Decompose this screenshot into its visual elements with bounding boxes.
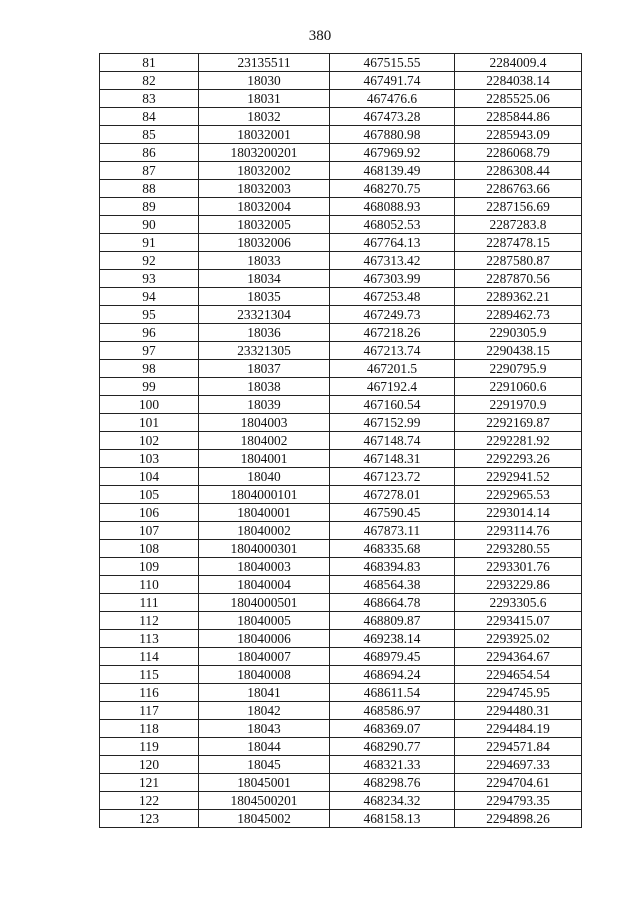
row-number-cell: 121 (100, 774, 199, 792)
point-id-cell: 1804001 (199, 450, 330, 468)
table-row (100, 414, 582, 432)
x-coordinate-cell: 468586.97 (330, 702, 455, 720)
row-number-cell: 98 (100, 360, 199, 378)
point-id-cell: 1804000101 (199, 486, 330, 504)
point-id-cell: 1804500201 (199, 792, 330, 810)
x-coordinate-cell: 467201.5 (330, 360, 455, 378)
point-id-cell: 18032001 (199, 126, 330, 144)
table-body (100, 54, 582, 828)
table-row (100, 702, 582, 720)
row-number-cell: 94 (100, 288, 199, 306)
x-coordinate-cell: 468809.87 (330, 612, 455, 630)
y-coordinate-cell: 2287580.87 (455, 252, 582, 270)
x-coordinate-cell: 468234.32 (330, 792, 455, 810)
table-row (100, 252, 582, 270)
point-id-cell: 18038 (199, 378, 330, 396)
y-coordinate-cell: 2293114.76 (455, 522, 582, 540)
row-number-cell: 113 (100, 630, 199, 648)
row-number-cell: 93 (100, 270, 199, 288)
table-row (100, 72, 582, 90)
x-coordinate-cell: 467249.73 (330, 306, 455, 324)
y-coordinate-cell: 2291060.6 (455, 378, 582, 396)
y-coordinate-cell: 2294745.95 (455, 684, 582, 702)
table-row (100, 198, 582, 216)
x-coordinate-cell: 467590.45 (330, 504, 455, 522)
y-coordinate-cell: 2293229.86 (455, 576, 582, 594)
point-id-cell: 18032 (199, 108, 330, 126)
x-coordinate-cell: 468290.77 (330, 738, 455, 756)
table-row (100, 108, 582, 126)
row-number-cell: 108 (100, 540, 199, 558)
point-id-cell: 18040007 (199, 648, 330, 666)
point-id-cell: 18036 (199, 324, 330, 342)
y-coordinate-cell: 2292169.87 (455, 414, 582, 432)
row-number-cell: 88 (100, 180, 199, 198)
x-coordinate-cell: 467213.74 (330, 342, 455, 360)
row-number-cell: 91 (100, 234, 199, 252)
point-id-cell: 18032002 (199, 162, 330, 180)
point-id-cell: 18042 (199, 702, 330, 720)
y-coordinate-cell: 2285844.86 (455, 108, 582, 126)
x-coordinate-cell: 467253.48 (330, 288, 455, 306)
table-row (100, 324, 582, 342)
table-row (100, 810, 582, 828)
y-coordinate-cell: 2287870.56 (455, 270, 582, 288)
x-coordinate-cell: 469238.14 (330, 630, 455, 648)
y-coordinate-cell: 2294697.33 (455, 756, 582, 774)
x-coordinate-cell: 468979.45 (330, 648, 455, 666)
y-coordinate-cell: 2294793.35 (455, 792, 582, 810)
x-coordinate-cell: 467313.42 (330, 252, 455, 270)
table-row (100, 558, 582, 576)
row-number-cell: 100 (100, 396, 199, 414)
x-coordinate-cell: 468052.53 (330, 216, 455, 234)
row-number-cell: 122 (100, 792, 199, 810)
table-row (100, 54, 582, 72)
point-id-cell: 18032006 (199, 234, 330, 252)
table-row (100, 486, 582, 504)
table-row (100, 666, 582, 684)
point-id-cell: 18040 (199, 468, 330, 486)
table-row (100, 288, 582, 306)
x-coordinate-cell: 468298.76 (330, 774, 455, 792)
point-id-cell: 23321304 (199, 306, 330, 324)
table-row (100, 504, 582, 522)
row-number-cell: 104 (100, 468, 199, 486)
y-coordinate-cell: 2293415.07 (455, 612, 582, 630)
row-number-cell: 101 (100, 414, 199, 432)
table-row (100, 792, 582, 810)
table-row (100, 540, 582, 558)
x-coordinate-cell: 468270.75 (330, 180, 455, 198)
table-row (100, 396, 582, 414)
y-coordinate-cell: 2287478.15 (455, 234, 582, 252)
x-coordinate-cell: 467192.4 (330, 378, 455, 396)
x-coordinate-cell: 468394.83 (330, 558, 455, 576)
x-coordinate-cell: 467152.99 (330, 414, 455, 432)
table-row (100, 126, 582, 144)
y-coordinate-cell: 2294571.84 (455, 738, 582, 756)
y-coordinate-cell: 2291970.9 (455, 396, 582, 414)
row-number-cell: 109 (100, 558, 199, 576)
x-coordinate-cell: 467873.11 (330, 522, 455, 540)
x-coordinate-cell: 467123.72 (330, 468, 455, 486)
y-coordinate-cell: 2289362.21 (455, 288, 582, 306)
y-coordinate-cell: 2285525.06 (455, 90, 582, 108)
x-coordinate-cell: 468335.68 (330, 540, 455, 558)
x-coordinate-cell: 468158.13 (330, 810, 455, 828)
row-number-cell: 82 (100, 72, 199, 90)
y-coordinate-cell: 2292965.53 (455, 486, 582, 504)
point-id-cell: 18041 (199, 684, 330, 702)
x-coordinate-cell: 467764.13 (330, 234, 455, 252)
table-row (100, 630, 582, 648)
y-coordinate-cell: 2294364.67 (455, 648, 582, 666)
point-id-cell: 18040002 (199, 522, 330, 540)
row-number-cell: 102 (100, 432, 199, 450)
y-coordinate-cell: 2284009.4 (455, 54, 582, 72)
row-number-cell: 118 (100, 720, 199, 738)
y-coordinate-cell: 2294480.31 (455, 702, 582, 720)
y-coordinate-cell: 2290438.15 (455, 342, 582, 360)
x-coordinate-cell: 467473.28 (330, 108, 455, 126)
row-number-cell: 103 (100, 450, 199, 468)
table-row (100, 684, 582, 702)
row-number-cell: 89 (100, 198, 199, 216)
y-coordinate-cell: 2294484.19 (455, 720, 582, 738)
row-number-cell: 111 (100, 594, 199, 612)
x-coordinate-cell: 467278.01 (330, 486, 455, 504)
x-coordinate-cell: 468664.78 (330, 594, 455, 612)
row-number-cell: 85 (100, 126, 199, 144)
point-id-cell: 1803200201 (199, 144, 330, 162)
table-row (100, 594, 582, 612)
point-id-cell: 18032005 (199, 216, 330, 234)
table-row (100, 342, 582, 360)
point-id-cell: 18040003 (199, 558, 330, 576)
table-row (100, 612, 582, 630)
point-id-cell: 18033 (199, 252, 330, 270)
table-row (100, 720, 582, 738)
table-row (100, 306, 582, 324)
x-coordinate-cell: 468611.54 (330, 684, 455, 702)
y-coordinate-cell: 2293014.14 (455, 504, 582, 522)
point-id-cell: 18040008 (199, 666, 330, 684)
table-row (100, 432, 582, 450)
table-row (100, 216, 582, 234)
y-coordinate-cell: 2293305.6 (455, 594, 582, 612)
y-coordinate-cell: 2292941.52 (455, 468, 582, 486)
row-number-cell: 87 (100, 162, 199, 180)
x-coordinate-cell: 467476.6 (330, 90, 455, 108)
point-id-cell: 1804002 (199, 432, 330, 450)
x-coordinate-cell: 467160.54 (330, 396, 455, 414)
y-coordinate-cell: 2292293.26 (455, 450, 582, 468)
table-row (100, 234, 582, 252)
row-number-cell: 90 (100, 216, 199, 234)
point-id-cell: 18045002 (199, 810, 330, 828)
point-id-cell: 18034 (199, 270, 330, 288)
point-id-cell: 18040004 (199, 576, 330, 594)
x-coordinate-cell: 467515.55 (330, 54, 455, 72)
y-coordinate-cell: 2287156.69 (455, 198, 582, 216)
y-coordinate-cell: 2290795.9 (455, 360, 582, 378)
y-coordinate-cell: 2293280.55 (455, 540, 582, 558)
y-coordinate-cell: 2293301.76 (455, 558, 582, 576)
row-number-cell: 106 (100, 504, 199, 522)
y-coordinate-cell: 2294898.26 (455, 810, 582, 828)
table-row (100, 162, 582, 180)
y-coordinate-cell: 2294704.61 (455, 774, 582, 792)
point-id-cell: 23135511 (199, 54, 330, 72)
y-coordinate-cell: 2287283.8 (455, 216, 582, 234)
y-coordinate-cell: 2286763.66 (455, 180, 582, 198)
point-id-cell: 18035 (199, 288, 330, 306)
y-coordinate-cell: 2294654.54 (455, 666, 582, 684)
row-number-cell: 115 (100, 666, 199, 684)
x-coordinate-cell: 468694.24 (330, 666, 455, 684)
table-row (100, 144, 582, 162)
point-id-cell: 18045001 (199, 774, 330, 792)
point-id-cell: 1804000501 (199, 594, 330, 612)
row-number-cell: 86 (100, 144, 199, 162)
y-coordinate-cell: 2285943.09 (455, 126, 582, 144)
x-coordinate-cell: 468369.07 (330, 720, 455, 738)
page-number: 380 (308, 28, 332, 44)
row-number-cell: 112 (100, 612, 199, 630)
x-coordinate-cell: 467148.31 (330, 450, 455, 468)
y-coordinate-cell: 2286308.44 (455, 162, 582, 180)
point-id-cell: 18044 (199, 738, 330, 756)
x-coordinate-cell: 467880.98 (330, 126, 455, 144)
x-coordinate-cell: 468139.49 (330, 162, 455, 180)
table-row (100, 468, 582, 486)
row-number-cell: 81 (100, 54, 199, 72)
point-id-cell: 23321305 (199, 342, 330, 360)
row-number-cell: 110 (100, 576, 199, 594)
point-id-cell: 18032003 (199, 180, 330, 198)
point-id-cell: 18031 (199, 90, 330, 108)
point-id-cell: 18037 (199, 360, 330, 378)
row-number-cell: 123 (100, 810, 199, 828)
table-row (100, 756, 582, 774)
point-id-cell: 18040006 (199, 630, 330, 648)
table-row (100, 180, 582, 198)
row-number-cell: 105 (100, 486, 199, 504)
table-row (100, 738, 582, 756)
x-coordinate-cell: 468321.33 (330, 756, 455, 774)
row-number-cell: 99 (100, 378, 199, 396)
point-id-cell: 18040005 (199, 612, 330, 630)
table-row (100, 450, 582, 468)
x-coordinate-cell: 467491.74 (330, 72, 455, 90)
table-row (100, 360, 582, 378)
y-coordinate-cell: 2286068.79 (455, 144, 582, 162)
y-coordinate-cell: 2293925.02 (455, 630, 582, 648)
x-coordinate-cell: 468088.93 (330, 198, 455, 216)
row-number-cell: 117 (100, 702, 199, 720)
x-coordinate-cell: 467148.74 (330, 432, 455, 450)
table-row (100, 90, 582, 108)
x-coordinate-cell: 468564.38 (330, 576, 455, 594)
x-coordinate-cell: 467303.99 (330, 270, 455, 288)
point-id-cell: 18032004 (199, 198, 330, 216)
row-number-cell: 83 (100, 90, 199, 108)
point-id-cell: 18040001 (199, 504, 330, 522)
y-coordinate-cell: 2292281.92 (455, 432, 582, 450)
y-coordinate-cell: 2284038.14 (455, 72, 582, 90)
x-coordinate-cell: 467218.26 (330, 324, 455, 342)
point-id-cell: 18045 (199, 756, 330, 774)
table-row (100, 522, 582, 540)
row-number-cell: 92 (100, 252, 199, 270)
row-number-cell: 119 (100, 738, 199, 756)
point-id-cell: 18039 (199, 396, 330, 414)
row-number-cell: 120 (100, 756, 199, 774)
coordinates-table (99, 53, 582, 828)
point-id-cell: 1804003 (199, 414, 330, 432)
row-number-cell: 84 (100, 108, 199, 126)
table-row (100, 270, 582, 288)
y-coordinate-cell: 2290305.9 (455, 324, 582, 342)
point-id-cell: 18030 (199, 72, 330, 90)
table-row (100, 378, 582, 396)
row-number-cell: 114 (100, 648, 199, 666)
x-coordinate-cell: 467969.92 (330, 144, 455, 162)
point-id-cell: 1804000301 (199, 540, 330, 558)
row-number-cell: 95 (100, 306, 199, 324)
row-number-cell: 107 (100, 522, 199, 540)
table-row (100, 774, 582, 792)
row-number-cell: 97 (100, 342, 199, 360)
table-row (100, 648, 582, 666)
point-id-cell: 18043 (199, 720, 330, 738)
row-number-cell: 116 (100, 684, 199, 702)
table-row (100, 576, 582, 594)
y-coordinate-cell: 2289462.73 (455, 306, 582, 324)
row-number-cell: 96 (100, 324, 199, 342)
